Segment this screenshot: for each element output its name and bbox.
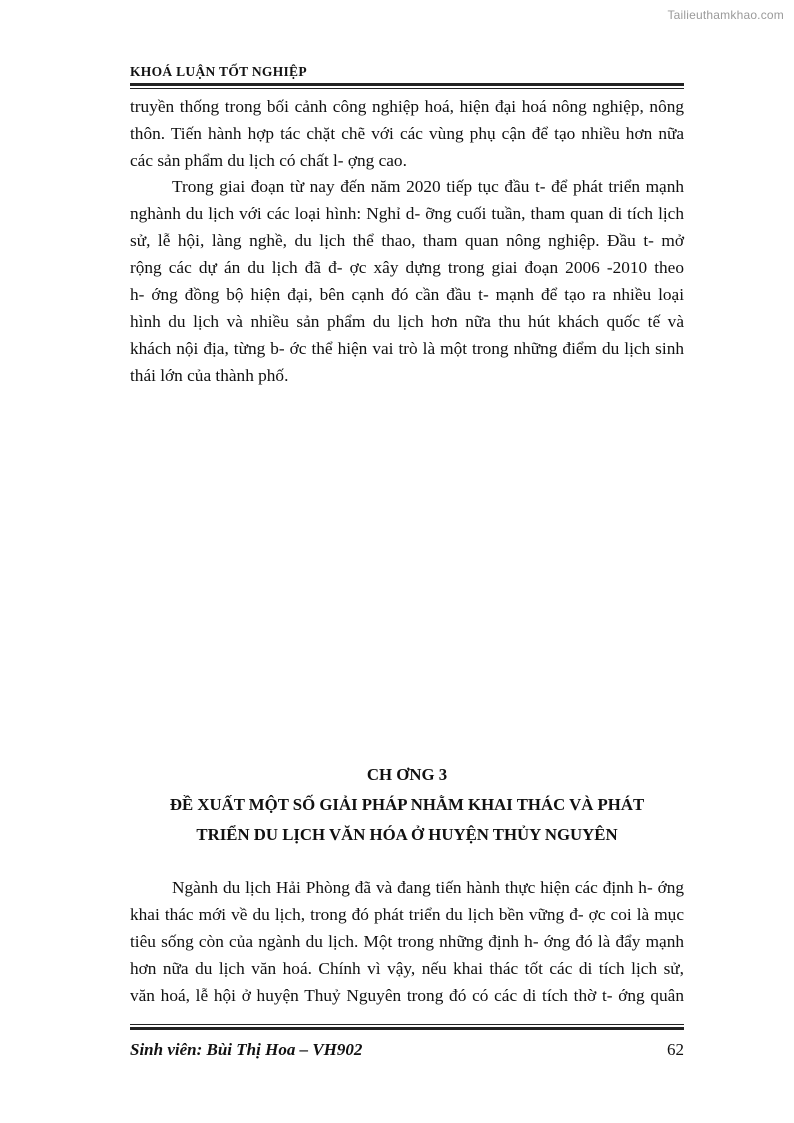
chapter-heading — [130, 760, 684, 850]
page-header-title: KHOÁ LUẬN TỐT NGHIỆP — [130, 64, 307, 79]
paragraph-continuation — [130, 93, 684, 174]
text-line: sử, lễ hội, làng nghề, du lịch thể thao, tham quan nông nghiệp. Đầu t- mở — [130, 231, 684, 250]
footer-student-name: Sinh viên: Bùi Thị Hoa – VH902 — [130, 1040, 363, 1059]
chapter-title-line: ĐỀ XUẤT MỘT SỐ GIẢI PHÁP NHẰM KHAI THÁC VÀ PHÁT — [169, 795, 645, 814]
text-line: nghành du lịch với các loại hình: Nghỉ d- ỡng cuối tuần, tham quan di tích lịch — [130, 204, 684, 223]
text-line: văn hoá, lễ hội ở huyện Thuỷ Nguyên trong đó có các di tích thờ t- ớng quân — [130, 986, 684, 1005]
header-divider — [130, 83, 684, 89]
page-number: 62 — [667, 1040, 684, 1059]
text-line: tiêu sống còn của ngành du lịch. Một trong những định h- ớng đó là đẩy mạnh — [130, 932, 684, 951]
text-line: h- ớng đồng bộ hiện đại, bên cạnh đó cần đầu t- mạnh để tạo ra nhiều loại — [130, 285, 684, 304]
text-line: khách nội địa, từng b- ớc thể hiện vai trò là một trong những điểm du lịch sinh — [130, 339, 684, 358]
text-line: Ngành du lịch Hải Phòng đã và đang tiến hành thực hiện các định h- ớng — [172, 878, 684, 897]
chapter-number: CH ƠNG 3 — [366, 765, 448, 784]
footer-divider — [130, 1024, 684, 1030]
paragraph-development-plan — [130, 173, 684, 389]
chapter-title-line: TRIỂN DU LỊCH VĂN HÓA Ở HUYỆN THỦY NGUYÊN — [196, 825, 618, 844]
text-line: Trong giai đoạn từ nay đến năm 2020 tiếp tục đầu t- để phát triển mạnh — [172, 177, 684, 196]
paragraph-chapter-intro — [130, 874, 684, 1009]
text-line: các sản phẩm du lịch có chất l- ợng cao. — [130, 151, 407, 170]
text-line: rộng các dự án du lịch đã đ- ợc xây dựng trong giai đoạn 2006 -2010 theo — [130, 258, 684, 277]
text-line: khai thác mới về du lịch, trong đó phát triển du lịch bền vững đ- ợc coi là mục — [130, 905, 684, 924]
watermark-text: Tailieuthamkhao.com — [667, 8, 784, 22]
text-line: hơn nữa du lịch văn hoá. Chính vì vậy, nếu khai thác tốt các di tích lịch sử, — [130, 959, 684, 978]
text-line: hình du lịch và nhiều sản phẩm du lịch hơn nữa thu hút khách quốc tế và — [130, 312, 684, 331]
text-line: thái lớn của thành phố. — [130, 366, 289, 385]
text-line: thôn. Tiến hành hợp tác chặt chẽ với các vùng phụ cận để tạo nhiều hơn nữa — [130, 124, 684, 143]
text-line: truyền thống trong bối cảnh công nghiệp hoá, hiện đại hoá nông nghiệp, nông — [130, 97, 684, 116]
